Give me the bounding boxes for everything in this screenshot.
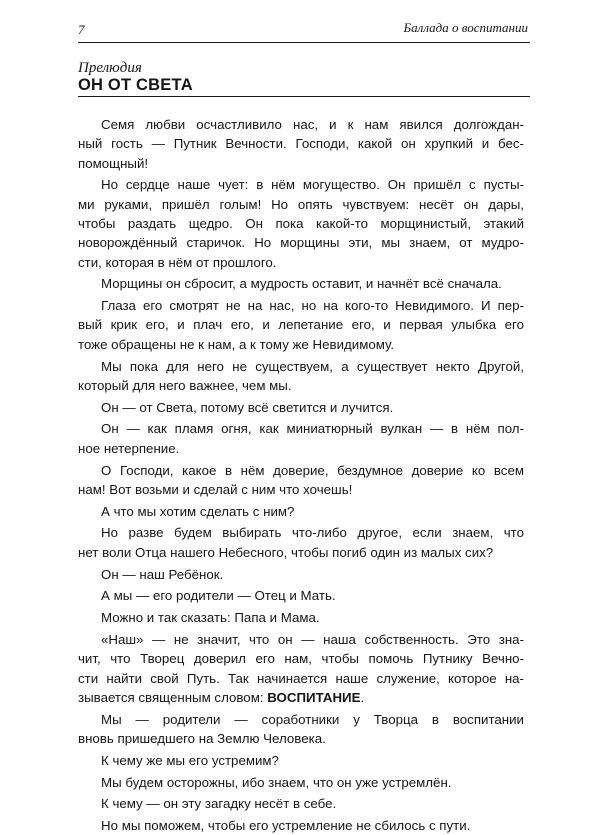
paragraph xyxy=(78,794,524,813)
text-line: тоже обращены не к нам, а к тому же Невидимому. xyxy=(78,336,395,352)
paragraph xyxy=(78,630,524,707)
text-line: новорождённый старичок. Но морщины эти, мы знаем, от мудро- xyxy=(78,235,524,251)
text-line: А что мы хотим сделать с ним? xyxy=(101,503,295,519)
text-line: А мы — его родители — Отец и Мать. xyxy=(101,588,336,604)
paragraph xyxy=(78,751,524,770)
text-line xyxy=(78,688,524,707)
text-line: Мы пока для него не существуем, а существует некто Другой, xyxy=(101,358,524,374)
text-line: вновь пришедшего на Землю Человека. xyxy=(78,730,326,746)
text-line: сти найти свой Путь. Так начинается наше служение, которое на- xyxy=(78,670,524,686)
text-line: Он — наш Ребёнок. xyxy=(101,566,224,582)
paragraph xyxy=(78,357,524,396)
chapter-title: ОН ОТ СВЕТА xyxy=(78,76,530,97)
page-number: 7 xyxy=(78,22,85,37)
paragraph xyxy=(78,419,524,458)
text-line: чит, что Творец доверил его нам, чтобы помочь Путнику Вечно- xyxy=(78,651,524,667)
text-line: нам! Вот возьми и сделай с ним что хочешь! xyxy=(78,481,353,497)
text-line: Мы будем осторожны, ибо знаем, что он уже устремлён. xyxy=(101,774,452,790)
text-line: Но разве будем выбирать что-либо другое, если знаем, что xyxy=(101,525,524,541)
paragraph xyxy=(78,274,524,293)
text-line: ми руками, пришёл голым! Но опять чувствуем: несёт он дары, xyxy=(78,196,524,212)
paragraph xyxy=(78,816,524,835)
paragraph xyxy=(78,398,524,417)
paragraph xyxy=(78,565,524,584)
text-line: О Господи, какое в нём доверие, бездумное доверие ко всем xyxy=(101,462,524,478)
paragraph xyxy=(78,461,524,500)
text-line: Но сердце наше чует: в нём могущество. Он пришёл с пусты- xyxy=(101,177,524,193)
text-line: К чему — он эту загадку несёт в себе. xyxy=(101,796,337,812)
text-fragment: зывается священным словом: xyxy=(78,689,268,705)
text-line: Но мы поможем, чтобы его устремление не сбилось с пути. xyxy=(101,818,471,834)
paragraph xyxy=(78,773,524,792)
paragraph xyxy=(78,523,524,562)
text-line: чтобы раздать щедро. Он пока какой-то морщинистый, этакий xyxy=(78,215,524,231)
text-line: вый крик его, и плач его, и лепетание его, и первая улыбка его xyxy=(78,317,524,333)
text-line: Морщины он сбросит, а мудрость оставит, и начнёт всё сначала. xyxy=(101,276,502,292)
paragraph xyxy=(78,502,524,521)
paragraph xyxy=(78,115,524,173)
body-text xyxy=(78,115,524,835)
text-line: ное нетерпение. xyxy=(78,440,180,456)
text-line: помощный! xyxy=(78,155,149,171)
emphasized-word: ВОСПИТАНИЕ xyxy=(267,689,361,705)
text-line: Глаза его смотрят не на нас, но на кого-то Невидимого. И пер- xyxy=(101,298,524,314)
paragraph xyxy=(78,608,524,627)
text-line: ный гость — Путник Вечности. Господи, какой он хрупкий и бес- xyxy=(78,136,524,152)
paragraph xyxy=(78,296,524,354)
paragraph xyxy=(78,586,524,605)
text-line: «Наш» — не значит, что он — наша собственность. Это зна- xyxy=(101,631,524,647)
text-line: Можно и так сказать: Папа и Мама. xyxy=(101,610,320,626)
text-line: Мы — родители — соработники у Творца в воспитании xyxy=(101,711,524,727)
text-line: К чему же мы его устремим? xyxy=(101,752,279,768)
section-label: Прелюдия xyxy=(78,60,142,76)
text-line: Семя любви осчастливило нас, и к нам явился долгождан- xyxy=(101,117,524,132)
text-line: Он — как пламя огня, как миниатюрный вулкан — в нём пол- xyxy=(101,421,524,437)
paragraph xyxy=(78,175,524,271)
text-line: Он — от Света, потому всё светится и лучится. xyxy=(101,399,394,415)
book-title: Баллада о воспитании xyxy=(403,20,528,35)
paragraph xyxy=(78,710,524,749)
text-line: сти, которая в нём от прошлого. xyxy=(78,254,277,270)
text-line: который для него важнее, чем мы. xyxy=(78,377,292,393)
text-line: нет воли Отца нашего Небесного, чтобы погиб один из малых сих? xyxy=(78,544,494,560)
running-header xyxy=(78,16,530,43)
text-fragment: . xyxy=(360,689,365,705)
